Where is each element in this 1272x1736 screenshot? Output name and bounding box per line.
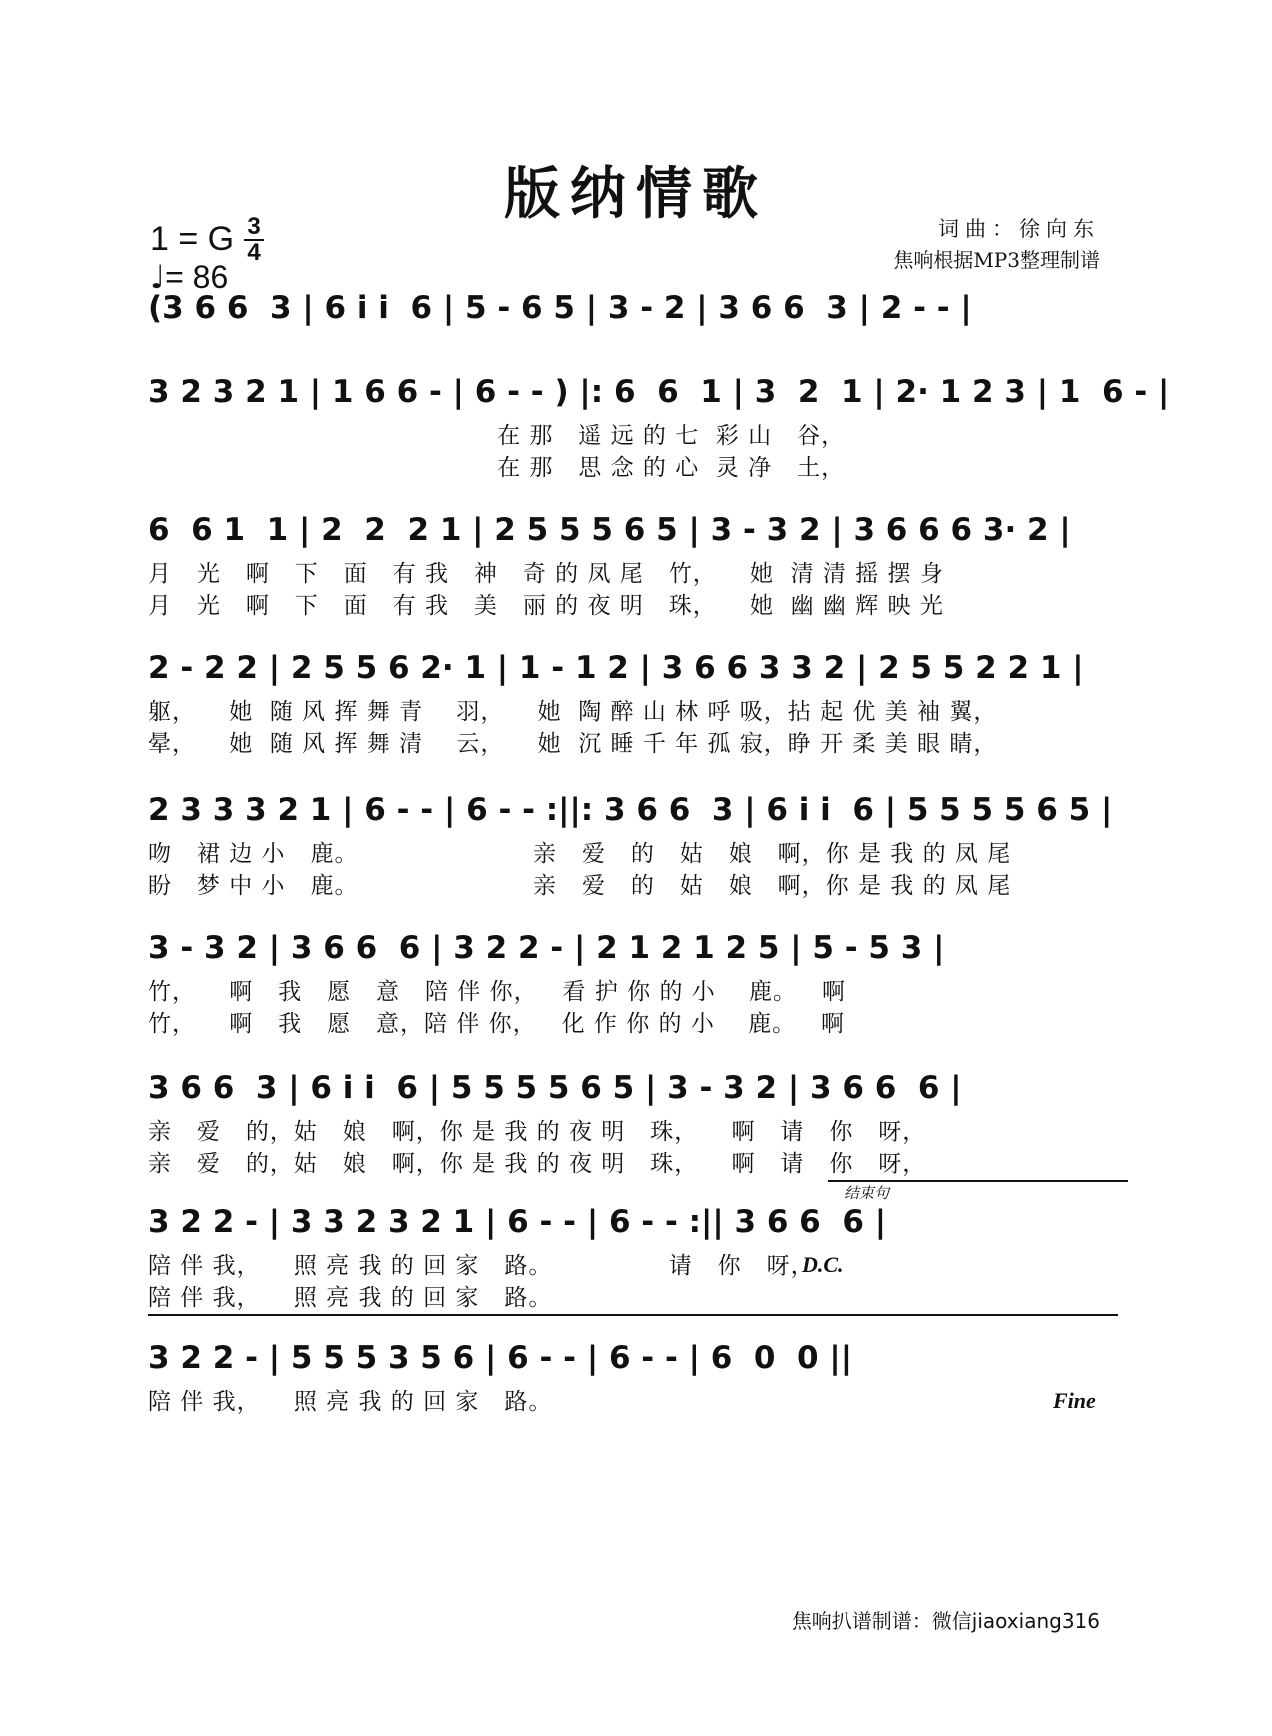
lyric-verse-1: 陪 伴 我， 照 亮 我 的 回 家 路。 bbox=[148, 1389, 553, 1415]
notation-line: 3 2 2 - | 5 5 5 3 5 6 | 6 - - | 6 - - | 6 0 0 || bbox=[148, 1340, 853, 1376]
lyric-verse-1: 竹， 啊 我 愿 意 陪 伴 你， 看 护 你 的 小 鹿。 啊 bbox=[148, 979, 846, 1005]
notation-line: 3 2 3 2 1 | 1 6 6 - | 6 - - ) |: 6 6 1 | 3 2 1 | 2· 1 2 3 | 1 6 - | bbox=[148, 374, 1170, 410]
notation-line: 6 6 1 1 | 2 2 2 1 | 2 5 5 5 6 5 | 3 - 3 2 | 3 6 6 6 3· 2 | bbox=[148, 512, 1071, 548]
notation-line: (3 6 6 3 | 6 i i 6 | 5 - 6 5 | 3 - 2 | 3 6 6 3 | 2 - - | bbox=[148, 290, 972, 326]
lyric-verse-1: 月 光 啊 下 面 有 我 神 奇 的 凤 尾 竹， 她 清 清 摇 摆 身 bbox=[148, 561, 944, 587]
lyric-verse-2: 陪 伴 我， 照 亮 我 的 回 家 路。 bbox=[148, 1285, 553, 1311]
staff-row-3 bbox=[148, 510, 1128, 619]
lyric-verse-1: 亲 爱 的，姑 娘 啊，你 是 我 的 夜 明 珠， 啊 请 你 呀， bbox=[148, 1119, 927, 1145]
dc-marking: D.C. bbox=[802, 1252, 844, 1277]
time-signature-top: 3 bbox=[247, 213, 261, 240]
lyric-verse-1: 躯， 她 随 风 挥 舞 青 羽， 她 陶 醉 山 林 呼 吸，拈 起 优 美 袖 翼， bbox=[148, 699, 998, 725]
notation-line: 3 - 3 2 | 3 6 6 6 | 3 2 2 - | 2 1 2 1 2 5 | 5 - 5 3 | bbox=[148, 930, 945, 966]
lyric-verse-1: 吻 裙 边 小 鹿。 亲 爱 的 姑 娘 啊，你 是 我 的 凤 尾 bbox=[148, 841, 1012, 867]
lyric-verse-1: 陪 伴 我， 照 亮 我 的 回 家 路。 请 你 呀， bbox=[148, 1253, 815, 1279]
notation-line: 3 2 2 - | 3 3 2 3 2 1 | 6 - - | 6 - - :|| 3 6 6 6 | bbox=[148, 1204, 887, 1240]
staff-row-1 bbox=[148, 288, 1128, 328]
lyricist-composer: 词曲：徐向东 bbox=[938, 217, 1100, 241]
staff-row-5 bbox=[148, 790, 1128, 899]
staff-row-6 bbox=[148, 928, 1128, 1037]
lyric-verse-2: 盼 梦 中 小 鹿。 亲 爱 的 姑 娘 啊，你 是 我 的 凤 尾 bbox=[148, 873, 1012, 899]
notation-line: 2 3 3 3 2 1 | 6 - - | 6 - - :||: 3 6 6 3 | 6 i i 6 | 5 5 5 5 6 5 | bbox=[148, 792, 1113, 828]
ending-tag: 结束句 bbox=[844, 1184, 890, 1202]
lyric-verse-2: 晕， 她 随 风 挥 舞 清 云， 她 沉 睡 千 年 孤 寂，睁 开 柔 美 眼 睛， bbox=[148, 731, 998, 757]
staff-row-2 bbox=[148, 372, 1170, 481]
staff-row-8 bbox=[148, 1184, 1128, 1311]
time-signature bbox=[244, 213, 264, 266]
staff-row-4 bbox=[148, 648, 1128, 757]
transcriber-credit: 焦响根据MP3整理制谱 bbox=[893, 248, 1100, 272]
tempo-value: = 86 bbox=[165, 259, 229, 295]
fine-marking: Fine bbox=[1053, 1388, 1096, 1413]
time-signature-bottom: 4 bbox=[247, 239, 261, 266]
lyric-verse-2: 月 光 啊 下 面 有 我 美 丽 的 夜 明 珠， 她 幽 幽 辉 映 光 bbox=[148, 593, 944, 619]
staff-row-7 bbox=[148, 1068, 1128, 1177]
lyric-verse-2: 竹， 啊 我 愿 意，陪 伴 你， 化 作 你 的 小 鹿。 啊 bbox=[148, 1011, 846, 1037]
lyric-verse-1: 在 那 遥 远 的 七 彩 山 谷， bbox=[148, 423, 846, 449]
key-signature: 1 = G bbox=[150, 220, 235, 258]
footer-credit: 焦响扒谱制谱：微信jiaoxiang316 bbox=[791, 1609, 1100, 1633]
quarter-note-icon: ♩ bbox=[150, 258, 166, 296]
lyric-verse-2: 亲 爱 的，姑 娘 啊，你 是 我 的 夜 明 珠， 啊 请 你 呀， bbox=[148, 1151, 927, 1177]
notation-line: 2 - 2 2 | 2 5 5 6 2· 1 | 1 - 1 2 | 3 6 6 3 3 2 | 2 5 5 2 2 1 | bbox=[148, 650, 1084, 686]
coda-bracket bbox=[148, 1314, 1118, 1316]
notation-line: 3 6 6 3 | 6 i i 6 | 5 5 5 5 6 5 | 3 - 3 2 | 3 6 6 6 | bbox=[148, 1070, 962, 1106]
lyric-verse-2: 在 那 思 念 的 心 灵 净 土， bbox=[148, 455, 846, 481]
staff-row-9 bbox=[148, 1338, 1128, 1415]
song-title: 版纳情歌 bbox=[504, 162, 768, 227]
